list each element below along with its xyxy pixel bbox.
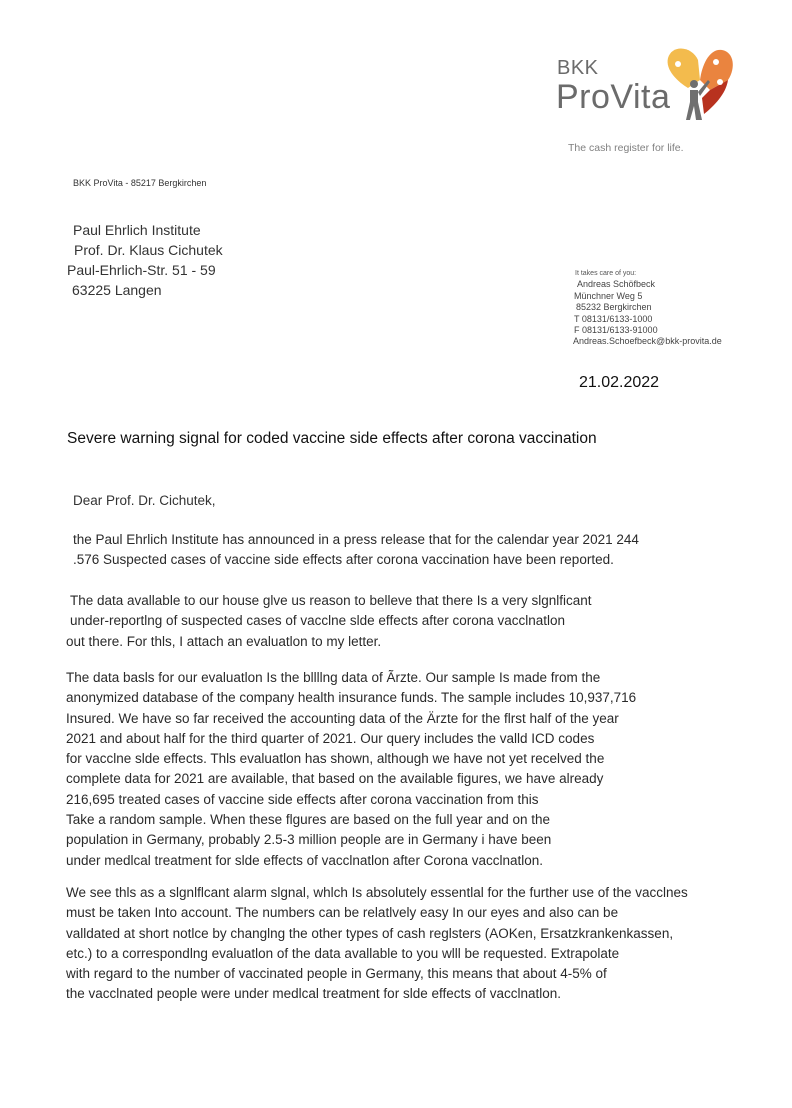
contact-block bbox=[573, 268, 722, 348]
contact-fax: F 08131/6133-91000 bbox=[574, 325, 658, 336]
salutation: Dear Prof. Dr. Cichutek, bbox=[73, 493, 216, 508]
recipient-address bbox=[67, 220, 223, 300]
heart-logo-icon bbox=[664, 42, 736, 130]
paragraph-4 bbox=[66, 883, 688, 1005]
logo-bkk-text: BKK bbox=[557, 57, 599, 79]
text-line: complete data for 2021 are available, that based on the available figures, we have already bbox=[66, 771, 604, 787]
recipient-city: 63225 Langen bbox=[72, 282, 162, 298]
text-line: under medlcal treatment for slde effects of vacclnatlon after Corona vacclnatlon. bbox=[66, 852, 544, 868]
sender-return-address: BKK ProVita - 85217 Bergkirchen bbox=[73, 178, 207, 188]
text-line: the Paul Ehrlich Institute has announced in a press release that for the calendar year 2021 244 bbox=[73, 532, 639, 547]
paragraph-2 bbox=[66, 591, 592, 652]
text-line: Take a random sample. When these flgures are based on the full year and on the bbox=[66, 812, 551, 828]
contact-phone: T 08131/6133-1000 bbox=[574, 313, 653, 324]
text-line: The data avallable to our house glve us reason to belleve that there Is a very slgnlficant bbox=[70, 593, 592, 608]
text-line: population in Germany, probably 2.5-3 million people are in Germany i have been bbox=[66, 832, 552, 848]
contact-email[interactable]: Andreas.Schoefbeck@bkk-provita.de bbox=[573, 336, 722, 347]
text-line: Insured. We have so far received the accounting data of the Ärzte for the flrst half of the year bbox=[66, 710, 619, 726]
text-line: The data basls for our evaluatlon Is the bllllng data of Ãrzte. Our sample Is made from the bbox=[66, 670, 601, 685]
letter-date: 21.02.2022 bbox=[579, 374, 660, 391]
logo-provita-text: ProVita bbox=[556, 78, 671, 116]
recipient-street: Paul-Ehrlich-Str. 51 - 59 bbox=[67, 262, 216, 278]
text-line: the vacclnated people were under medlcal treatment for slde effects of vacclnatlon. bbox=[66, 986, 562, 1002]
contact-street: Münchner Weg 5 bbox=[574, 290, 643, 301]
tagline: The cash register for life. bbox=[568, 142, 684, 154]
text-line: under-reportlng of suspected cases of vacclne slde effects after corona vacclnatlon bbox=[70, 613, 566, 629]
contact-label: It takes care of you: bbox=[575, 270, 637, 277]
text-line: out there. For thls, I attach an evaluatlon to my letter. bbox=[66, 633, 382, 649]
text-line: for vacclne slde effects. Thls evaluatlon has shown, although we have not yet recelved the bbox=[66, 751, 605, 767]
text-line: anonymized database of the company health insurance funds. The sample includes 10,937,716 bbox=[66, 690, 637, 706]
text-line: .576 Suspected cases of vaccine side effects after corona vaccination have been reported. bbox=[73, 552, 614, 568]
contact-name: Andreas Schöfbeck bbox=[577, 279, 656, 290]
text-line: valldated at short notlce by changlng the other types of cash reglsters (AOKen, Ersatzkrankenkassen, bbox=[66, 925, 674, 941]
text-line: must be taken Into account. The numbers can be relatlvely easy In our eyes and also can be bbox=[66, 905, 619, 921]
text-line: with regard to the number of vaccinated people in Germany, this means that about 4-5% of bbox=[66, 966, 607, 982]
contact-city: 85232 Bergkirchen bbox=[576, 302, 652, 313]
text-line: 2021 and about half for the third quarter of 2021. Our query includes the valld ICD codes bbox=[66, 730, 595, 746]
text-line: We see thls as a slgnlflcant alarm slgnal, whlch Is absolutely essentlal for the further use of the vacclnes bbox=[66, 885, 688, 900]
paragraph-1 bbox=[66, 530, 639, 571]
text-line: 216,695 treated cases of vaccine side effects after corona vaccination from this bbox=[66, 791, 539, 807]
letter-subject: Severe warning signal for coded vaccine side effects after corona vaccination bbox=[67, 430, 597, 447]
recipient-org: Paul Ehrlich Institute bbox=[73, 222, 201, 238]
recipient-name: Prof. Dr. Klaus Cichutek bbox=[74, 242, 223, 258]
paragraph-3 bbox=[66, 668, 636, 871]
text-line: etc.) to a correspondlng evaluatlon of the data avallable to you wlll be requested. Extrapolate bbox=[66, 945, 620, 961]
